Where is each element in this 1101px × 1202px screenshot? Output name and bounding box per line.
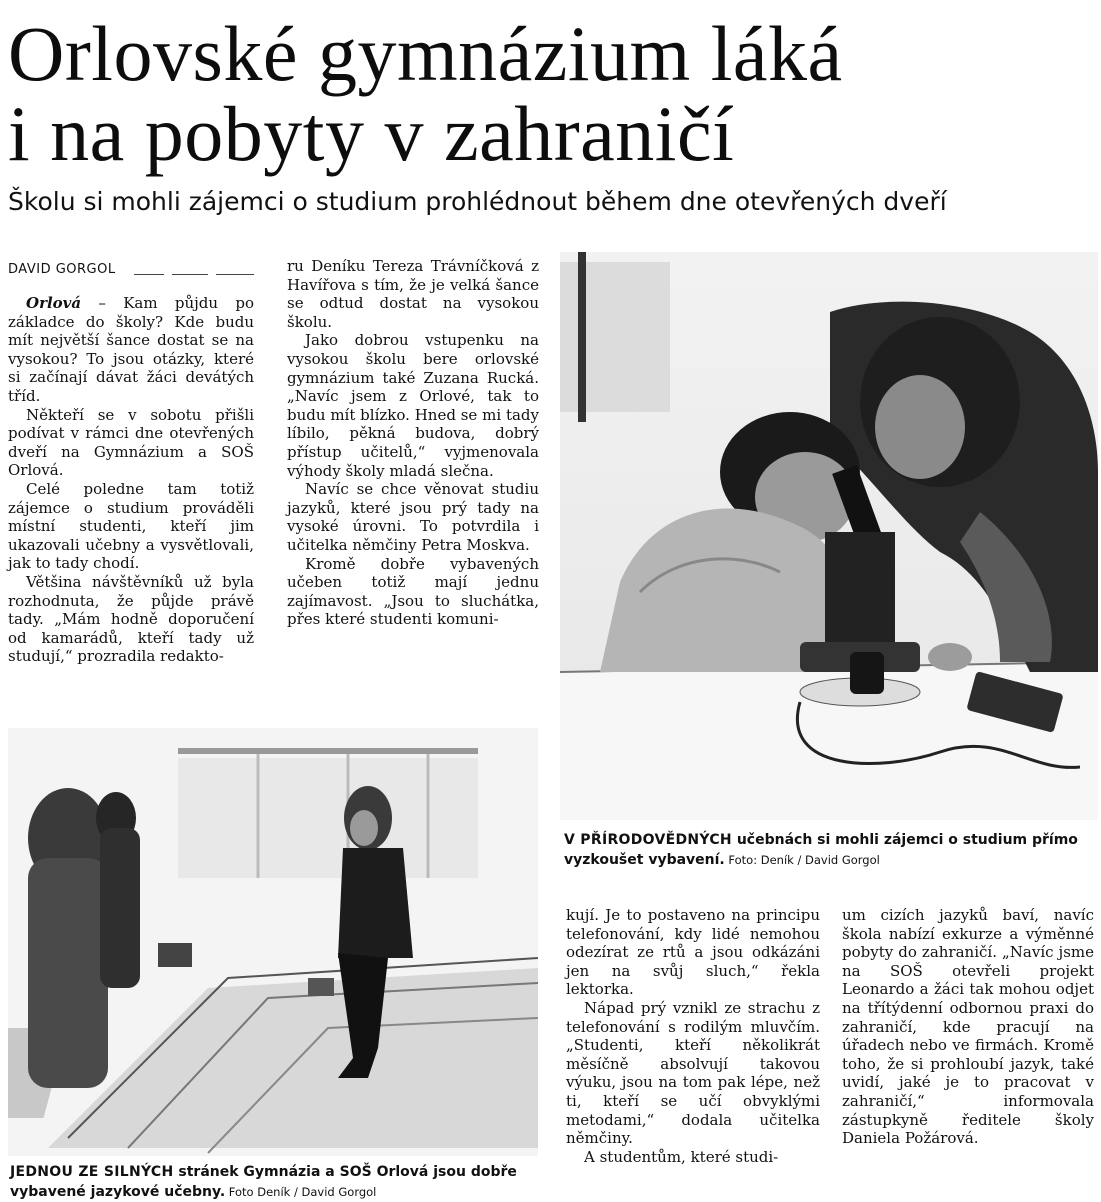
paragraph: Nápad prý vznikl ze strachu z telefonování s rodilým mluvčím. „Studenti, kteří několikrát měsíčně absolvují takovou výuku, jsou na tom pak lépe, než ti, kteří se učí obvyklými metodami,“ dodala učitelka němčiny. bbox=[566, 998, 820, 1148]
classroom-photo-image bbox=[8, 728, 538, 1156]
article-subheadline: Školu si mohli zájemci o studium prohlédnout během dne otevřených dveří bbox=[8, 187, 947, 216]
paragraph: kují. Je to postaveno na principu telefonování, kdy lidé nemohou odezírat ze rtů a jsou odkázáni jen na svůj sluch,“ řekla lektorka. bbox=[566, 906, 820, 999]
caption-text: stránek Gymnázia a SOŠ Orlová jsou dobře vybavené jazykové učebny. bbox=[10, 1164, 517, 1200]
article-column-2 bbox=[287, 257, 539, 629]
paragraph: ru Deníku Tereza Trávníčková z Havířova s tím, že je velká šance se odtud dostat na vysokou školu. bbox=[287, 257, 539, 331]
photo-credit: Foto: Deník / David Gorgol bbox=[724, 853, 880, 867]
caption-text: učebnách si mohli zájemci o studium přímo vyzkoušet vybavení. bbox=[564, 832, 1078, 868]
paragraph: Jako dobrou vstupenku na vysokou školu bere orlovské gymnázium také Zuzana Rucká. „Navíc jsem z Orlové, tak to budu mít blízko. Hned se mi tady líbilo, pěkná budova, dobrý přístup učitelů,“ vyjmenovala výhody školy mladá slečna. bbox=[287, 331, 539, 480]
byline-rule bbox=[216, 274, 254, 275]
paragraph: Celé poledne tam totiž zájemce o studium prováděli místní studenti, kteří jim ukazovali učebny a vysvětlovali, jak to tady chodí. bbox=[8, 479, 254, 573]
article-headline bbox=[8, 10, 1088, 177]
microscope-photo-caption bbox=[564, 830, 1094, 870]
microscope-photo bbox=[560, 252, 1098, 820]
headline-line-2: i na pobyty v zahraničí bbox=[8, 90, 735, 177]
paragraph: Většina návštěvníků už byla rozhodnuta, že půjde právě tady. „Mám hodně doporučení od kamarádů, kteří tady už studují,“ prozradila redakto- bbox=[8, 572, 254, 666]
paragraph: Někteří se v sobotu přišli podívat v rámci dne otevřených dveří na Gymnázium a SOŠ Orlová. bbox=[8, 405, 254, 480]
microscope-photo-image bbox=[560, 252, 1098, 820]
article-column-3 bbox=[566, 906, 820, 1166]
classroom-photo-caption bbox=[10, 1162, 540, 1202]
byline-rule bbox=[134, 274, 164, 275]
caption-lead: V PŘÍRODOVĚDNÝCH bbox=[564, 832, 732, 848]
classroom-photo bbox=[8, 728, 538, 1156]
paragraph: Kromě dobře vybavených učeben totiž mají jednu zajímavost. „Jsou to sluchátka, přes které studenti komuni- bbox=[287, 554, 539, 629]
article-column-4 bbox=[842, 906, 1094, 1148]
paragraph: um cizích jazyků baví, navíc škola nabízí exkurze a výměnné pobyty do zahraničí. „Navíc jsme na SOŠ otevřeli projekt Leonardo a žáci tak mohou odjet na třítýdenní odbornou praxi do zahraničí, kde pracují na úřadech nebo ve firmách. Kromě toho, že si prohloubí jazyk, také uvidí, jaké je to pracovat v zahraničí,“ informovala zástupkyně ředitele školy Daniela Požárová. bbox=[842, 906, 1094, 1148]
paragraph bbox=[8, 294, 254, 406]
paragraph: A studentům, které studi- bbox=[584, 1147, 779, 1166]
paragraph: Navíc se chce věnovat studiu jazyků, které jsou prý tady na vysoké úrovni. To potvrdila i učitelka němčiny Petra Moskva. bbox=[287, 480, 539, 554]
dateline-place: Orlová bbox=[26, 294, 82, 312]
byline: DAVID GORGOL bbox=[8, 262, 116, 277]
byline-rule bbox=[172, 274, 208, 275]
paragraph-text: – Kam půjdu po základce do školy? Kde budu mít největší šance dostat se na vysokou? To jsou otázky, které si začínají dávat žáci devátých tříd. bbox=[8, 294, 254, 405]
article-column-1 bbox=[8, 294, 254, 666]
caption-lead: JEDNOU ZE SILNÝCH bbox=[10, 1164, 174, 1180]
photo-credit: Foto Deník / David Gorgol bbox=[225, 1185, 377, 1199]
headline-line-1: Orlovské gymnázium láká bbox=[8, 10, 843, 97]
